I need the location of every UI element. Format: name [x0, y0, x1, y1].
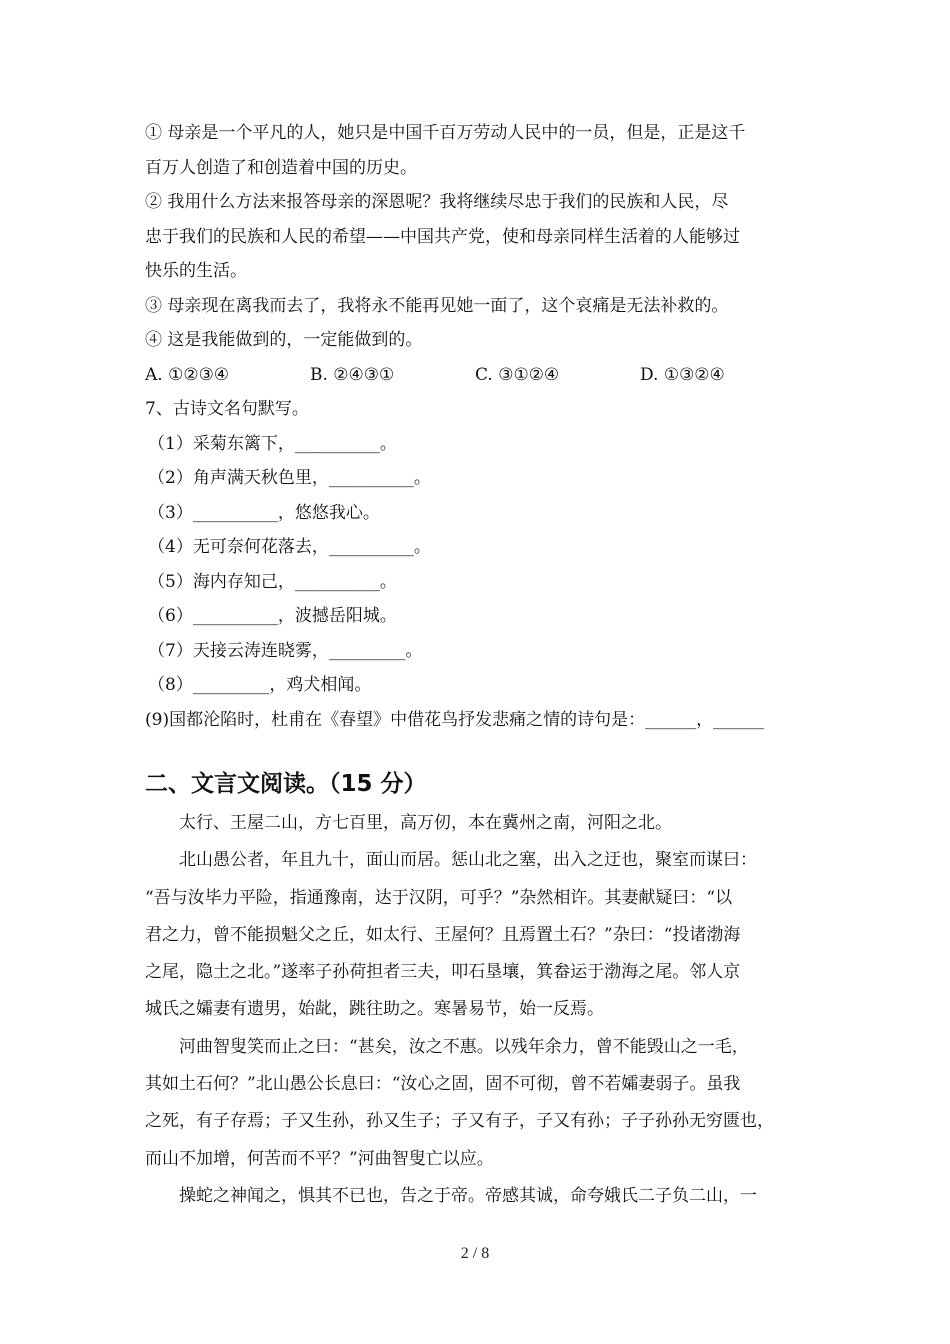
recitation-item-7: （7）天接云涛连晓雾，_________。 [148, 640, 423, 661]
question-7-title: 7、古诗文名句默写。 [145, 399, 309, 419]
recitation-item-5: （5）海内存知己，__________。 [148, 571, 397, 592]
choice-item-3: ③ 母亲现在离我而去了，我将永不能再见她一面了，这个哀痛是无法补救的。 [145, 295, 729, 316]
option-c[interactable]: C. ③①②④ [475, 364, 560, 385]
passage-line: 太行、王屋二山，方七百里，高万仞，本在冀州之南，河阳之北。 [145, 813, 672, 833]
section-2-title: 二、文言文阅读。（15 分） [145, 771, 427, 797]
text-line: 忠于我们的民族和人民的希望——中国共产党，使和母亲同样生活着的人能够过 [145, 226, 740, 247]
recitation-item-3: （3）__________，悠悠我心。 [148, 502, 380, 523]
recitation-item-2: （2）角声满天秋色里，__________。 [148, 468, 431, 488]
passage-line: 之尾，隐土之北。”遂率子孙荷担者三夫，叩石垦壤，箕畚运于渤海之尾。邻人京 [145, 962, 741, 983]
passage-line: “吾与汝毕力平险，指通豫南，达于汉阴，可乎？”杂然相许。其妻献疑曰：“以 [145, 887, 733, 908]
passage-line: 城氏之孀妻有遗男，始龀，跳往助之。寒暑易节，始一反焉。 [145, 999, 604, 1020]
passage-line: 之死，有子存焉；子又生孙，孙又生子；子又有子，子又有孙；子子孙孙无穷匮也， [145, 1111, 774, 1132]
option-d[interactable]: D. ①③②④ [640, 364, 725, 385]
text-line: ② 我用什么方法来报答母亲的深恩呢？我将继续尽忠于我们的民族和人民，尽 [145, 192, 729, 212]
passage-line: 北山愚公者，年且九十，面山而居。惩山北之塞，出入之迂也，聚室而谋曰： [145, 850, 757, 871]
passage-line: 君之力，曾不能损魁父之丘，如太行、王屋何？且焉置土石？”杂曰：“投诸渤海 [145, 924, 741, 945]
option-a[interactable]: A. ①②③④ [145, 364, 230, 385]
answer-options [145, 358, 807, 393]
choice-item-2 [145, 185, 807, 289]
page-number: 2 / 8 [460, 1245, 490, 1262]
page-content [145, 116, 807, 1215]
passage-line: 而山不加增，何苦而不平？”河曲智叟亡以应。 [145, 1148, 494, 1169]
text-line: 百万人创造了和创造着中国的历史。 [145, 157, 417, 178]
recitation-item-8: （8）_________，鸡犬相闻。 [148, 675, 372, 695]
text-line: ① 母亲是一个平凡的人，她只是中国千百万劳动人民中的一员，但是，正是这千 [145, 123, 746, 143]
passage-line: 河曲智叟笑而止之曰：“甚矣，汝之不惠。以残年余力，曾不能毁山之一毛， [145, 1036, 749, 1057]
recitation-item-4: （4）无可奈何花落去，__________。 [148, 537, 431, 557]
recitation-item-1: （1）采菊东篱下，__________。 [148, 433, 397, 454]
choice-item-1 [145, 116, 807, 185]
passage-line: 操蛇之神闻之，惧其不已也，告之于帝。帝感其诚，命夸娥氏二子负二山，一 [145, 1185, 757, 1206]
text-line: 快乐的生活。 [145, 261, 247, 281]
recitation-item-6: （6）__________，波撼岳阳城。 [148, 606, 397, 626]
option-b[interactable]: B. ②④③① [310, 364, 395, 385]
recitation-item-9: (9)国都沦陷时，杜甫在《春望》中借花鸟抒发悲痛之情的诗句是：______，______ [145, 709, 765, 730]
classical-text-passage [145, 805, 807, 1215]
choice-item-4: ④ 这是我能做到的，一定能做到的。 [145, 330, 423, 350]
passage-line: 其如土石何？”北山愚公长息曰：“汝心之固，固不可彻，曾不若孀妻弱子。虽我 [145, 1074, 741, 1095]
